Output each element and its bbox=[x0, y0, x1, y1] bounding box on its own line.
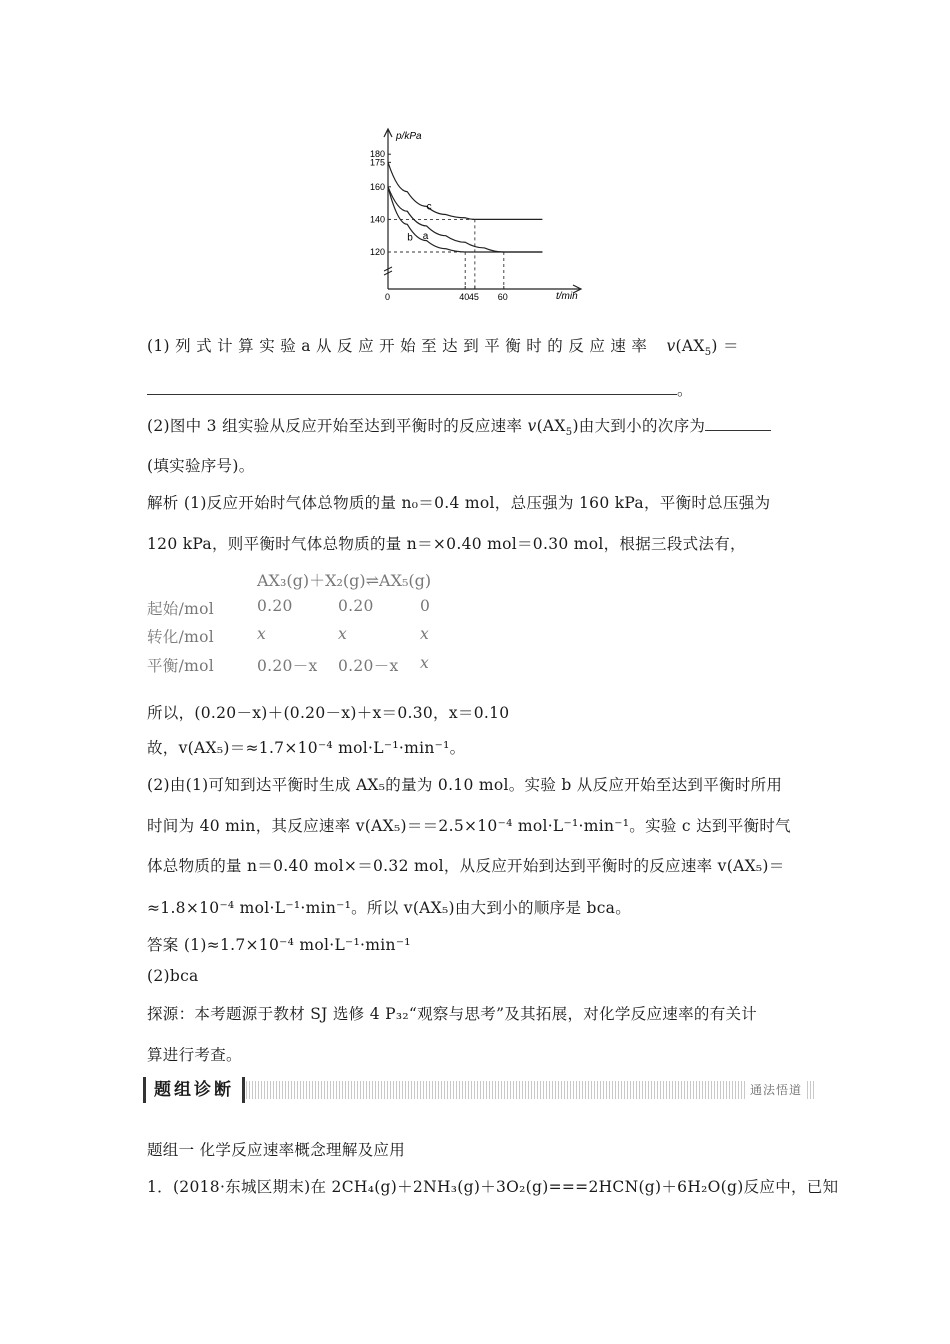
group1-title: 题组一 化学反应速率概念理解及应用 bbox=[147, 1141, 406, 1159]
x-axis-label: t/min bbox=[556, 291, 578, 302]
q1-period: 。 bbox=[677, 381, 693, 399]
series-c-curve bbox=[388, 162, 542, 219]
q1-answer-line bbox=[147, 378, 693, 400]
row-change-c1: x bbox=[257, 625, 267, 643]
q2-text-b: )由大到小的次序为 bbox=[572, 417, 706, 435]
section-right-label: 通法悟道 bbox=[746, 1081, 806, 1099]
q1-ax: (AX bbox=[675, 337, 705, 355]
x-tick-label-45: 45 bbox=[468, 292, 479, 302]
y-tick-label-180: 180 bbox=[370, 149, 386, 160]
y-tick-label-140: 140 bbox=[370, 214, 386, 225]
row-change-label: 转化/mol bbox=[147, 628, 215, 646]
line-gu: 故，v(AX₅)＝≈1.7×10⁻⁴ mol·L⁻¹·min⁻¹。 bbox=[147, 739, 466, 757]
row-start-c3: 0 bbox=[420, 597, 431, 615]
row-eq-c2: 0.20－x bbox=[338, 657, 399, 675]
y-tick-label-160: 160 bbox=[370, 181, 386, 192]
y-tick-label-175: 175 bbox=[370, 157, 386, 168]
row-eq-c1: 0.20－x bbox=[257, 657, 318, 675]
q1-eq: ) ＝ bbox=[711, 337, 739, 355]
q2-sub: 5 bbox=[565, 427, 573, 439]
row-eq-c3: x bbox=[420, 654, 430, 672]
line-suoyi: 所以，(0.20－x)＋(0.20－x)＋x＝0.30，x＝0.10 bbox=[147, 704, 510, 722]
row-start-c1: 0.20 bbox=[257, 597, 293, 615]
q2-text-a: (2)图中 3 组实验从反应开始至达到平衡时的反应速率 bbox=[147, 417, 523, 435]
section-hatch bbox=[243, 1081, 814, 1099]
origin-label: 0 bbox=[385, 292, 391, 302]
row-start-c2: 0.20 bbox=[338, 597, 374, 615]
answer-line-1: 答案 (1)≈1.7×10⁻⁴ mol·L⁻¹·min⁻¹ bbox=[147, 936, 411, 954]
q2-ax: (AX bbox=[536, 417, 566, 435]
question-2 bbox=[147, 414, 771, 438]
analysis-line-2: 120 kPa，则平衡时气体总物质的量 n＝×0.40 mol＝0.30 mol，根据三段式法有， bbox=[147, 535, 746, 553]
pressure-time-chart bbox=[355, 125, 595, 305]
table-equation: AX₃(g)＋X₂(g)⇌AX₅(g) bbox=[257, 571, 432, 590]
chart-svg bbox=[355, 125, 595, 305]
line-p2d: ≈1.8×10⁻⁴ mol·L⁻¹·min⁻¹。所以 v(AX₅)由大到小的顺序是 bca。 bbox=[147, 899, 632, 917]
question-1 bbox=[147, 334, 739, 358]
series-a-label: a bbox=[422, 230, 429, 242]
q2-v: v bbox=[527, 417, 537, 435]
series-b-label: b bbox=[407, 232, 413, 244]
q1-text: (1) 列 式 计 算 实 验 a 从 反 应 开 始 至 达 到 平 衡 时 的 反 应 速 率 bbox=[147, 337, 648, 355]
x-tick-label-40: 40 bbox=[459, 292, 470, 302]
source-line-1: 探源：本考题源于教材 SJ 选修 4 P₃₂“观察与思考”及其拓展，对化学反应速率的有关计 bbox=[147, 1005, 758, 1023]
line-p2b: 时间为 40 min，其反应速率 v(AX₅)＝＝2.5×10⁻⁴ mol·L⁻¹·min⁻¹。实验 c 达到平衡时气 bbox=[147, 817, 791, 835]
q2-line2: (填实验序号)。 bbox=[147, 457, 255, 475]
q1-v: v bbox=[666, 337, 676, 355]
row-start-label: 起始/mol bbox=[147, 600, 215, 618]
y-tick-label-120: 120 bbox=[370, 247, 386, 257]
section-bar bbox=[143, 1077, 814, 1103]
row-eq-label: 平衡/mol bbox=[147, 657, 215, 675]
q1-blank[interactable] bbox=[147, 394, 677, 395]
line-p2a: (2)由(1)可知到达平衡时生成 AX₅的量为 0.10 mol。实验 b 从反应开始至达到平衡时所用 bbox=[147, 776, 783, 794]
source-line-2: 算进行考查。 bbox=[147, 1046, 242, 1064]
group1-question-1: 1．(2018·东城区期末)在 2CH₄(g)＋2NH₃(g)＋3O₂(g)===2HCN(g)＋6H₂O(g)反应中，已知 bbox=[147, 1178, 839, 1196]
row-change-c3: x bbox=[420, 625, 430, 643]
x-tick-label-60: 60 bbox=[497, 292, 508, 302]
q1-sub: 5 bbox=[704, 347, 712, 359]
answer-line-2: (2)bca bbox=[147, 967, 199, 985]
row-change-c2: x bbox=[338, 625, 348, 643]
y-axis-label: p/kPa bbox=[396, 131, 422, 142]
line-p2c: 体总物质的量 n＝0.40 mol×＝0.32 mol，从反应开始到达到平衡时的反应速率 v(AX₅)＝ bbox=[147, 857, 785, 875]
series-c-label: c bbox=[426, 201, 432, 213]
analysis-line-1: 解析 (1)反应开始时气体总物质的量 n₀＝0.4 mol，总压强为 160 kPa，平衡时总压强为 bbox=[147, 494, 771, 512]
section-title: 题组诊断 bbox=[143, 1077, 245, 1103]
q2-blank[interactable] bbox=[705, 430, 771, 431]
